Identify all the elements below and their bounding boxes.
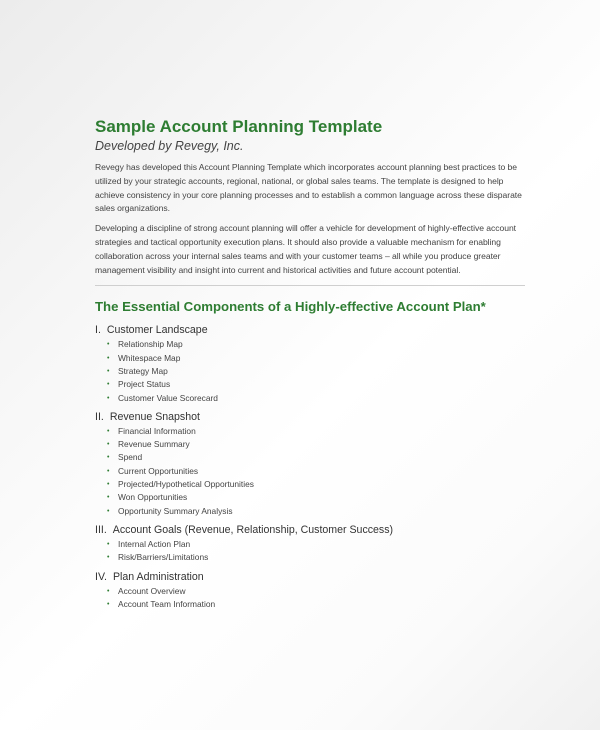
bullet-icon: • bbox=[107, 467, 110, 475]
list-item: • Relationship Map bbox=[107, 338, 525, 351]
bullet-icon: • bbox=[107, 600, 110, 608]
section-title bbox=[95, 523, 525, 538]
bullet-icon: • bbox=[107, 394, 110, 402]
components-heading: The Essential Components of a Highly-effective Account Plan* bbox=[95, 299, 486, 315]
list-item: • Whitespace Map bbox=[107, 352, 525, 365]
section-numeral: I. bbox=[95, 324, 101, 337]
section-plan-administration bbox=[95, 570, 525, 612]
intro-paragraph: Revegy has developed this Account Planning Template which incorporates account planning best practices to be utilized by your strategic accounts, regional, national, or global sales teams. The template is designed to help achieve consistency in your core planning processes and to establish a common language across these disparate sales organizations. bbox=[95, 162, 522, 214]
bullet-icon: • bbox=[107, 427, 110, 435]
list-item: • Won Opportunities bbox=[107, 491, 525, 504]
section-revenue-snapshot bbox=[95, 410, 525, 518]
list-item: • Risk/Barriers/Limitations bbox=[107, 551, 525, 564]
section-numeral: III. bbox=[95, 523, 107, 536]
section-customer-landscape bbox=[95, 323, 525, 404]
bullet-icon: • bbox=[107, 554, 110, 562]
list-item: • Revenue Summary bbox=[107, 438, 525, 451]
document-page bbox=[95, 116, 525, 611]
section-title-text: Plan Administration bbox=[112, 570, 204, 583]
section-item-list bbox=[95, 585, 525, 612]
bullet-icon: • bbox=[107, 587, 110, 595]
list-item: • Opportunity Summary Analysis bbox=[107, 505, 525, 518]
list-item: • Customer Value Scorecard bbox=[107, 392, 525, 405]
document-title: Sample Account Planning Template bbox=[95, 117, 383, 136]
section-divider bbox=[95, 285, 525, 286]
section-numeral: II. bbox=[95, 410, 104, 423]
bullet-icon: • bbox=[107, 507, 110, 515]
section-account-goals bbox=[95, 523, 525, 565]
list-item: • Projected/Hypothetical Opportunities bbox=[107, 478, 525, 491]
section-title bbox=[95, 570, 525, 585]
section-numeral: IV. bbox=[95, 570, 107, 583]
section-title-text: Customer Landscape bbox=[106, 324, 208, 337]
section-title bbox=[95, 410, 525, 425]
bullet-icon: • bbox=[107, 481, 110, 489]
bullet-icon: • bbox=[107, 367, 110, 375]
document-subtitle: Developed by Revegy, Inc. bbox=[95, 139, 244, 153]
section-item-list bbox=[95, 425, 525, 518]
list-item: • Account Team Information bbox=[107, 598, 525, 611]
list-item: • Financial Information bbox=[107, 425, 525, 438]
bullet-icon: • bbox=[107, 441, 110, 449]
bullet-icon: • bbox=[107, 341, 110, 349]
bullet-icon: • bbox=[107, 494, 110, 502]
list-item: • Strategy Map bbox=[107, 365, 525, 378]
bullet-icon: • bbox=[107, 454, 110, 462]
section-title bbox=[95, 323, 525, 338]
list-item: • Project Status bbox=[107, 378, 525, 391]
list-item: • Current Opportunities bbox=[107, 465, 525, 478]
section-item-list bbox=[95, 538, 525, 565]
list-item: • Internal Action Plan bbox=[107, 538, 525, 551]
list-item: • Spend bbox=[107, 451, 525, 464]
section-title-text: Revenue Snapshot bbox=[109, 410, 200, 423]
section-item-list bbox=[95, 338, 525, 404]
bullet-icon: • bbox=[107, 540, 110, 548]
discipline-paragraph: Developing a discipline of strong account planning will offer a vehicle for development of highly-effective account strategies and tactical opportunity execution plans. It should also provide a valuable mechanism for enabling collaboration across your internal sales teams and with your customer teams – all while you produce greater management visibility and insight into current and historical activities and future account potential. bbox=[95, 223, 517, 275]
bullet-icon: • bbox=[107, 354, 110, 362]
section-title-text: Account Goals (Revenue, Relationship, Customer Success) bbox=[112, 523, 394, 536]
bullet-icon: • bbox=[107, 381, 110, 389]
list-item: • Account Overview bbox=[107, 585, 525, 598]
